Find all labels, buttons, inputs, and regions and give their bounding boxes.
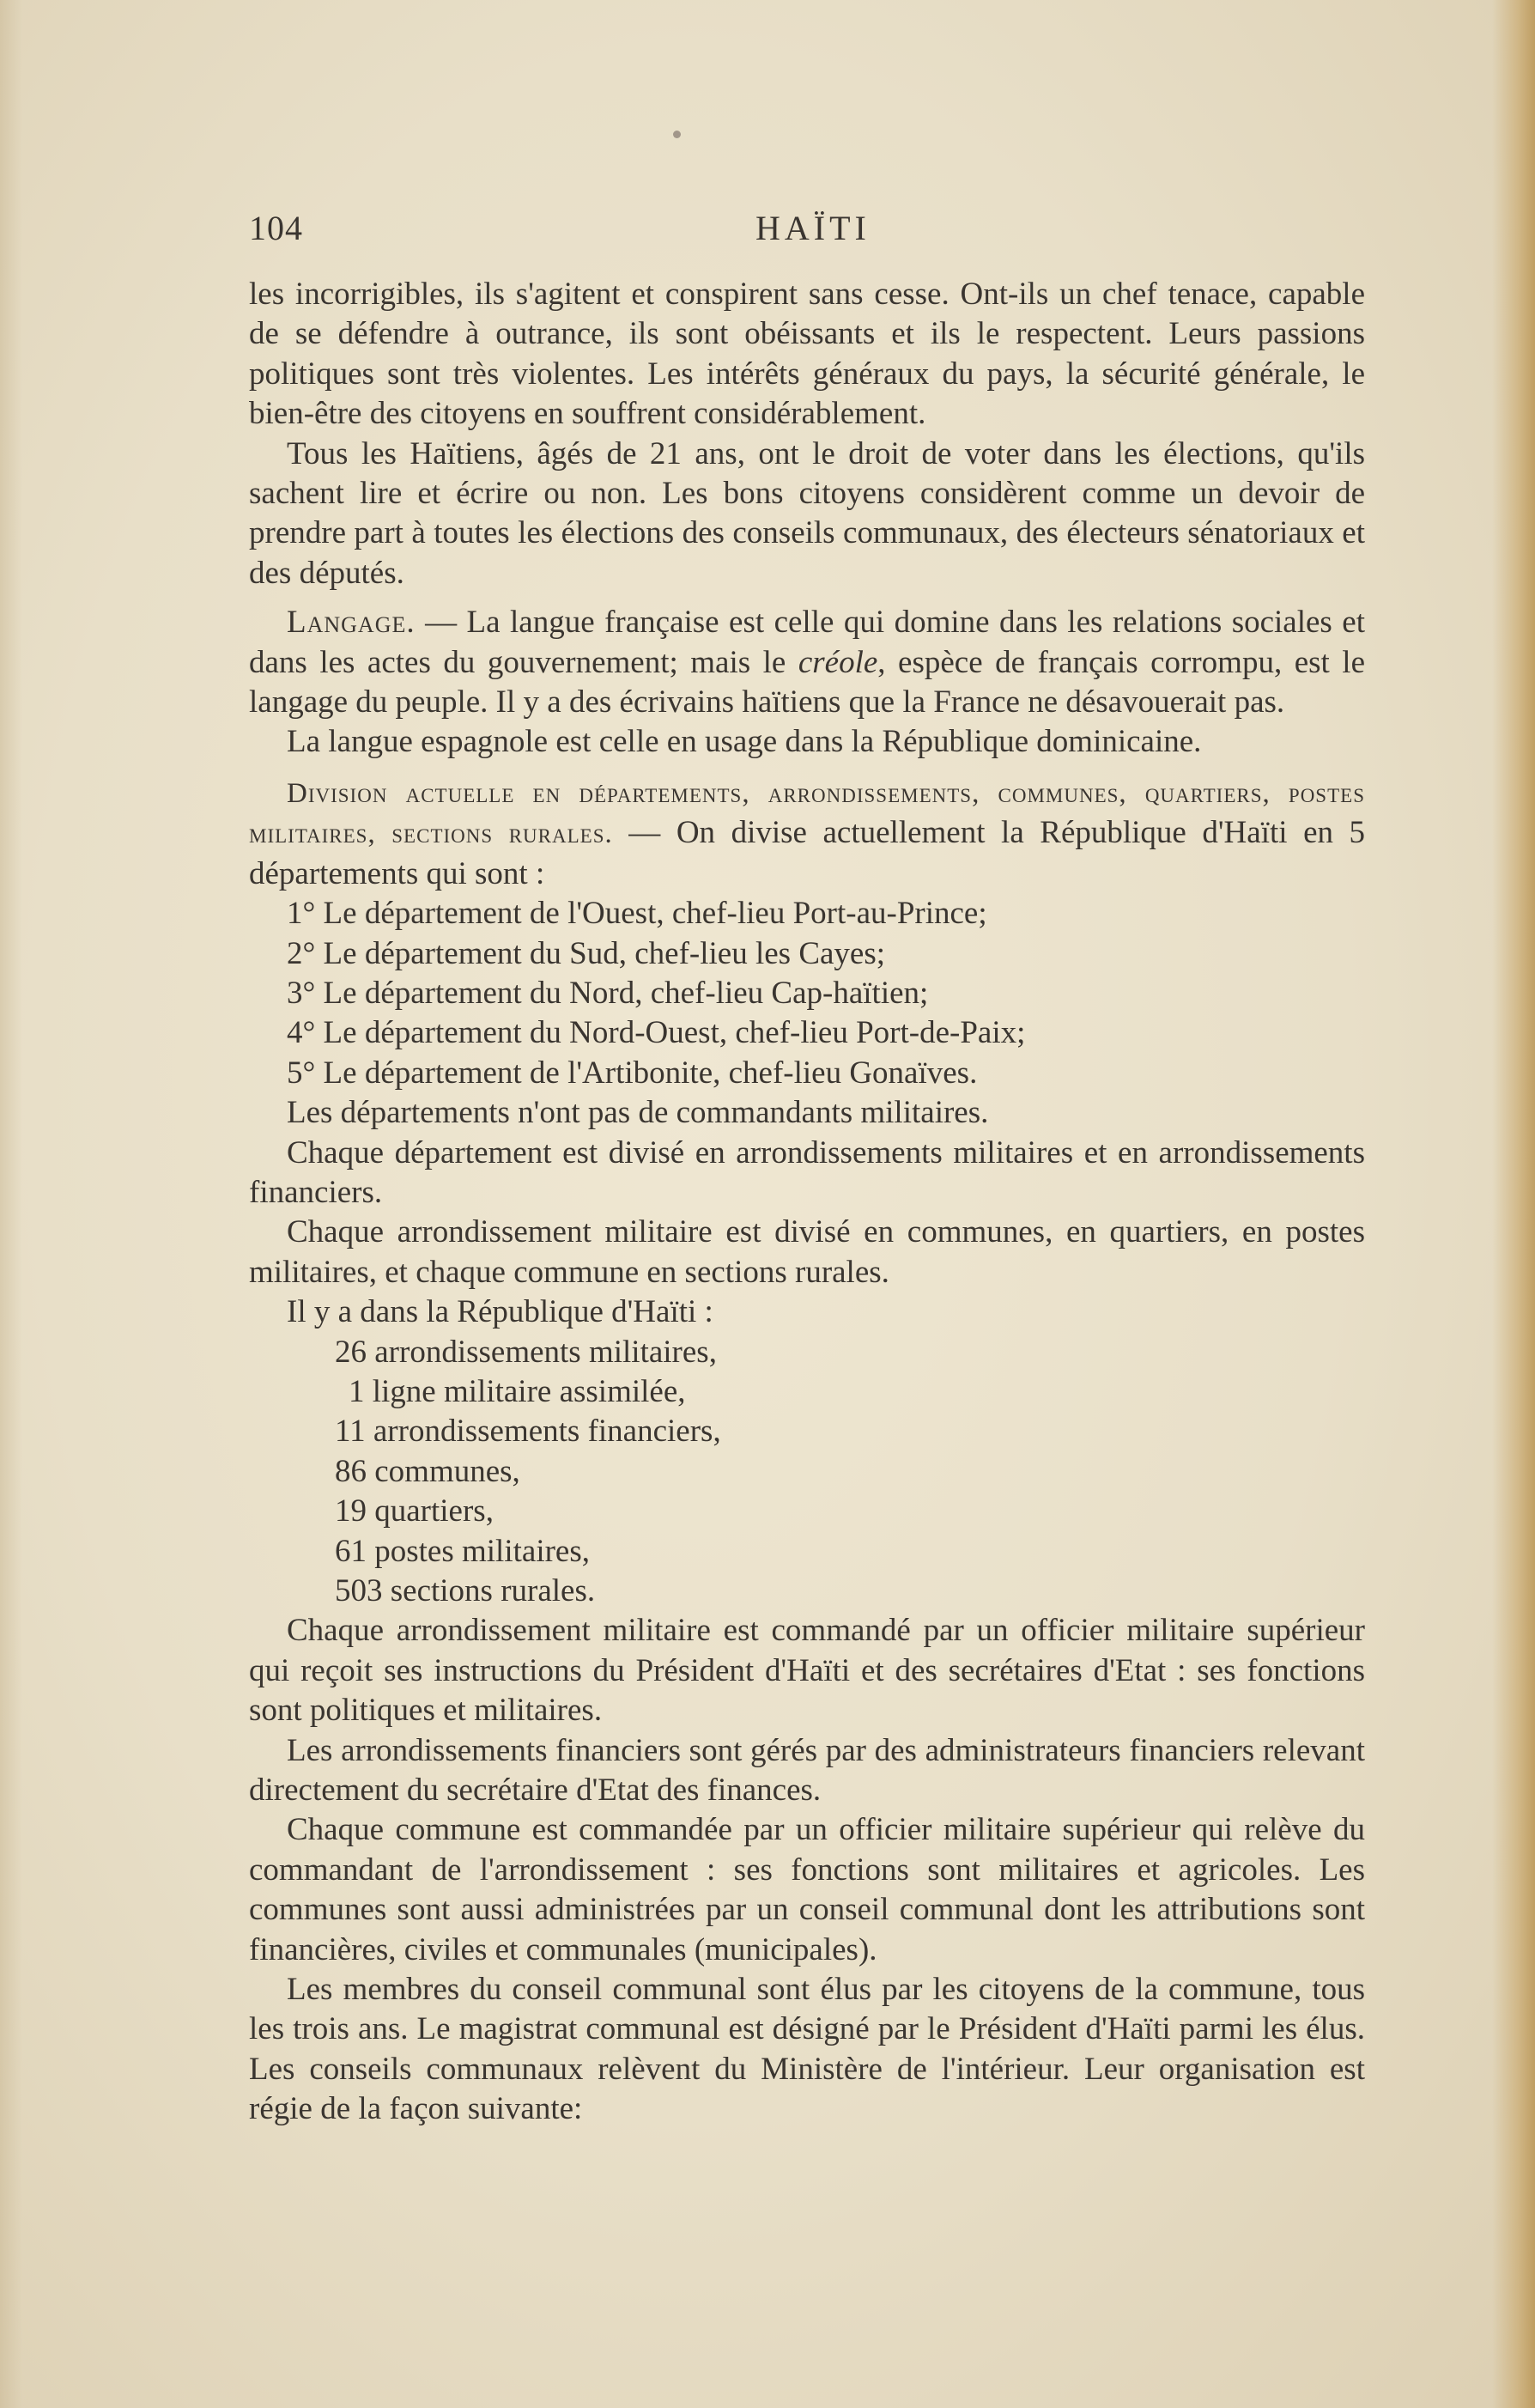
paragraph-langage: [249, 603, 1365, 722]
departement-item: 4° Le département du Nord-Ouest, chef-lieu Port-de-Paix;: [287, 1015, 1026, 1051]
paragraph-il-y-a: Il y a dans la République d'Haïti :: [287, 1294, 713, 1330]
departement-item: 2° Le département du Sud, chef-lieu les Cayes;: [287, 935, 886, 971]
departement-item: 5° Le département de l'Artibonite, chef-lieu Gonaïves.: [287, 1055, 978, 1091]
count-item: 19 quartiers,: [335, 1493, 494, 1529]
page-edge-left: [0, 0, 22, 2408]
departement-item: 1° Le département de l'Ouest, chef-lieu Port-au-Prince;: [287, 896, 987, 932]
division-text: — On divise actuellement la République d'Haïti en 5 départements qui sont :: [249, 815, 1366, 891]
paragraph-financiers: Les arrondissements financiers sont gérés par des administrateurs financiers relevant directement du secrétaire d'Etat des finances.: [249, 1732, 1365, 1809]
langage-text-1: — La langue française est celle qui domine dans les relations sociales et dans les actes du gouvernement; mais le: [249, 605, 1365, 680]
langage-italic: créole: [798, 644, 878, 680]
count-item: 61 postes militaires,: [335, 1533, 590, 1569]
paragraph-commune: Chaque commune est commandée par un officier militaire supérieur qui relève du commandant de l'arrondissement : ses fonctions sont militaires et agricoles. Les communes sont aussi administrées par un conseil communal dont les attributions sont financières, civiles et communales (municipales).: [249, 1812, 1365, 1967]
langage-heading: Langage.: [287, 605, 416, 641]
paragraph-espagnole: La langue espagnole est celle en usage dans la République dominicaine.: [287, 724, 1202, 760]
paragraph-incorrigibles: les incorrigibles, ils s'agitent et conspirent sans cesse. Ont-ils un chef tenace, capable de se défendre à outrance, ils sont obéissants et ils le respectent. Leurs passions politiques sont très violentes. Les intérêts généraux du pays, la sécurité générale, le bien-être des citoyens en souffrent considérablement.: [249, 277, 1365, 432]
count-item: 1 ligne militaire assimilée,: [349, 1373, 686, 1409]
paragraph-elections: Tous les Haïtiens, âgés de 21 ans, ont le droit de voter dans les élections, qu'ils sachent lire et écrire ou non. Les bons citoyens considèrent comme un devoir de prendre part à toutes les élections des conseils communaux, des électeurs sénatoriaux et des députés.: [249, 435, 1365, 591]
page-edge-right: [1492, 0, 1535, 2408]
paragraph-chaque-departement: Chaque département est divisé en arrondissements militaires et en arrondissements financiers.: [249, 1134, 1365, 1210]
paragraph-chaque-arrondissement: Chaque arrondissement militaire est divisé en communes, en quartiers, en postes militaires, et chaque commune en sections rurales.: [249, 1214, 1365, 1290]
paragraph-division: [249, 773, 1365, 894]
running-title: HAÏTI: [755, 209, 871, 247]
ink-dot: [673, 131, 681, 138]
division-heading: Division actuelle en départements, arrondissements, communes, quartiers, postes militaires, sections rurales.: [249, 777, 1365, 850]
count-item: 11 arrondissements financiers,: [335, 1414, 721, 1450]
count-item: 503 sections rurales.: [335, 1573, 596, 1608]
page-number: 104: [249, 209, 303, 247]
running-head: [249, 206, 1365, 251]
body-text: [249, 275, 1365, 2130]
departement-item: 3° Le département du Nord, chef-lieu Cap-haïtien;: [287, 975, 929, 1011]
paragraph-commande: Chaque arrondissement militaire est commandé par un officier militaire supérieur qui reçoit ses instructions du Président d'Haïti et des secrétaires d'Etat : ses fonctions sont politiques et militaires.: [249, 1613, 1365, 1729]
count-item: 86 communes,: [335, 1453, 520, 1489]
paragraph-commandants: Les départements n'ont pas de commandants militaires.: [287, 1095, 989, 1131]
count-item: 26 arrondissements militaires,: [335, 1334, 717, 1370]
paragraph-membres: Les membres du conseil communal sont élus par les citoyens de la commune, tous les trois ans. Le magistrat communal est désigné par le Président d'Haïti parmi les élus. Les conseils communaux relèvent du Ministère de l'intérieur. Leur organisation est régie de la façon suivante:: [249, 1972, 1365, 2127]
langage-text-2: , espèce de français corrompu, est le langage du peuple. Il y a des écrivains haïtiens que la France ne désavouerait pas.: [249, 644, 1366, 721]
